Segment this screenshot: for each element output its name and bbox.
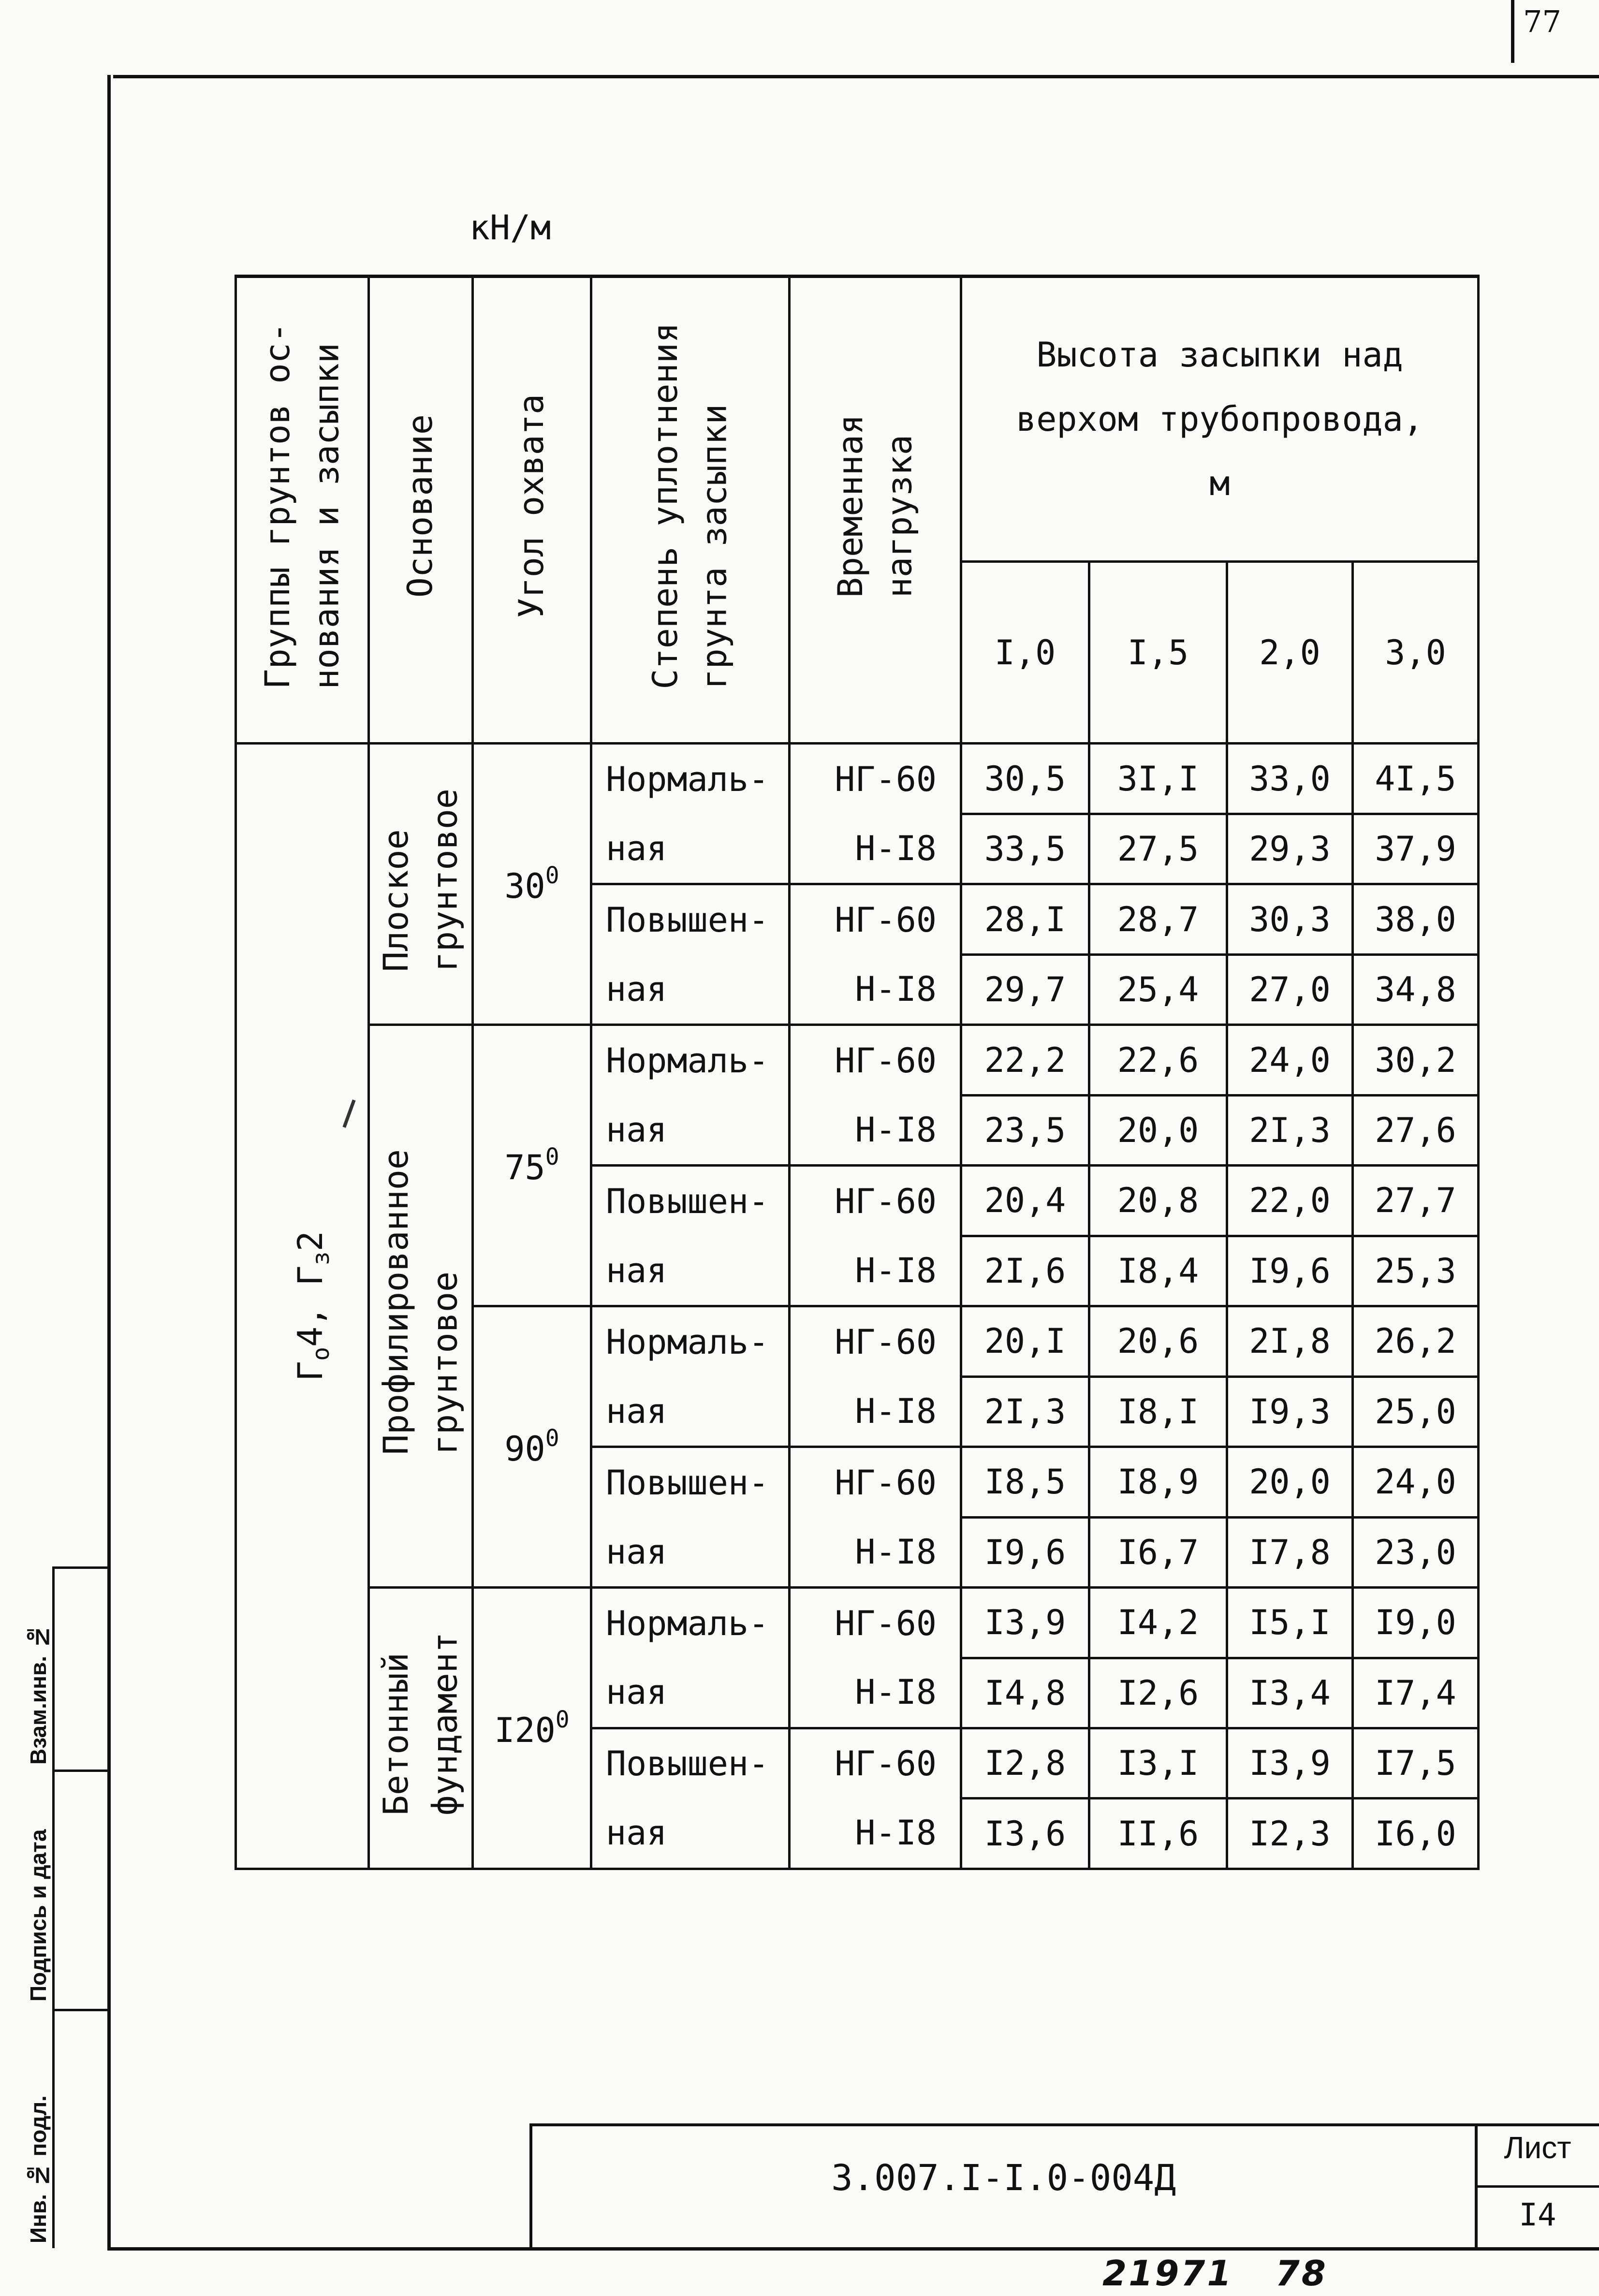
- frame-left: [107, 75, 111, 2250]
- cell: 4I,5: [1353, 744, 1479, 814]
- cell: I6,7: [1089, 1517, 1227, 1587]
- cell: 27,5: [1089, 814, 1227, 884]
- angle-90: $90^0$: [473, 1306, 591, 1588]
- base-plane: Плоское грунтовое: [369, 744, 473, 1025]
- cell: 34,8: [1353, 954, 1479, 1024]
- side-stamp-divider: [52, 1566, 107, 1569]
- cell: I3,9: [961, 1588, 1089, 1658]
- group-label: $Г_о4$, $Г_з2$: [290, 1231, 335, 1382]
- cell: 33,0: [1227, 744, 1353, 814]
- cell: 22,0: [1227, 1166, 1353, 1236]
- cell: 20,8: [1089, 1166, 1227, 1236]
- cell: I8,I: [1089, 1376, 1227, 1447]
- cell: I3,9: [1227, 1728, 1353, 1798]
- cell: 2I,3: [1227, 1095, 1353, 1165]
- cell: I3,6: [961, 1799, 1089, 1869]
- cell: I9,3: [1227, 1376, 1353, 1447]
- compaction-raised-2: ная: [591, 954, 790, 1024]
- compaction-normal-2: ная: [591, 1658, 790, 1728]
- compaction-raised-2: ная: [591, 1799, 790, 1869]
- load-ng60: НГ-60: [790, 1588, 961, 1658]
- base-profiled: Профилированное грунтовое: [369, 1025, 473, 1588]
- cell: 20,4: [961, 1166, 1089, 1236]
- compaction-raised-2: ная: [591, 1236, 790, 1306]
- frame-top: [113, 75, 1599, 78]
- cell: I7,8: [1227, 1517, 1353, 1587]
- load-n18: Н-I8: [790, 1236, 961, 1306]
- side-stamp-divider: [52, 2009, 107, 2011]
- cell: I3,4: [1227, 1658, 1353, 1728]
- cell: I8,4: [1089, 1236, 1227, 1306]
- compaction-raised: Повышен-: [591, 884, 790, 954]
- load-table: [235, 275, 1480, 1870]
- load-n18: Н-I8: [790, 1376, 961, 1447]
- header-height-1: I,0: [961, 562, 1089, 744]
- compaction-normal-2: ная: [591, 1095, 790, 1165]
- page-number: 77: [1523, 4, 1561, 39]
- cell: 27,6: [1353, 1095, 1479, 1165]
- cell: I9,6: [1227, 1236, 1353, 1306]
- cell: 28,I: [961, 884, 1089, 954]
- header-height-3: 2,0: [1227, 562, 1353, 744]
- cell: I3,I: [1089, 1728, 1227, 1798]
- load-n18: Н-I8: [790, 1095, 961, 1165]
- angle-120: $I20^0$: [473, 1588, 591, 1869]
- header-height-2: I,5: [1089, 562, 1227, 744]
- load-n18: Н-I8: [790, 1517, 961, 1587]
- cell: I8,5: [961, 1447, 1089, 1517]
- cell: 2I,3: [961, 1376, 1089, 1447]
- load-n18: Н-I8: [790, 1658, 961, 1728]
- cell: I2,3: [1227, 1799, 1353, 1869]
- load-ng60: НГ-60: [790, 1025, 961, 1095]
- cell: 33,5: [961, 814, 1089, 884]
- header-height-line3: м: [1209, 463, 1230, 503]
- cell: 26,2: [1353, 1306, 1479, 1376]
- load-ng60: НГ-60: [790, 744, 961, 814]
- handwritten-numbers: 21971 78: [1102, 2253, 1328, 2294]
- header-height: [961, 277, 1479, 562]
- compaction-normal: Нормаль-: [591, 744, 790, 814]
- cell: 38,0: [1353, 884, 1479, 954]
- base-concrete: Бетонный фундамент: [369, 1588, 473, 1869]
- title-block-top: [529, 2123, 1599, 2126]
- header-base: Основание: [369, 277, 473, 744]
- document-code: 3.007.I-I.0-004Д: [831, 2157, 1176, 2199]
- cell: 25,0: [1353, 1376, 1479, 1447]
- cell: 24,0: [1227, 1025, 1353, 1095]
- cell: 37,9: [1353, 814, 1479, 884]
- cell: 30,5: [961, 744, 1089, 814]
- sheet-number: I4: [1519, 2197, 1556, 2233]
- cell: 23,0: [1353, 1517, 1479, 1587]
- header-height-line2: верхом трубопровода,: [1016, 399, 1423, 439]
- compaction-raised: Повышен-: [591, 1447, 790, 1517]
- angle-75: $75^0$: [473, 1025, 591, 1306]
- side-stamp-divider: [52, 1770, 107, 1772]
- cell: 20,I: [961, 1306, 1089, 1376]
- angle-30: $30^0$: [473, 744, 591, 1025]
- cell: I4,8: [961, 1658, 1089, 1728]
- cell: 25,3: [1353, 1236, 1479, 1306]
- header-height-line1: Высота засыпки над: [1036, 335, 1403, 375]
- cell: I6,0: [1353, 1799, 1479, 1869]
- side-stamp-inv-repl: Взам.инв. №: [26, 1624, 51, 1765]
- header-angle: Угол охвата: [473, 277, 591, 744]
- header-compaction: Степень уплотнения грунта засыпки: [591, 277, 790, 744]
- cell: 20,0: [1227, 1447, 1353, 1517]
- unit-label: кН/м: [469, 208, 551, 248]
- compaction-normal: Нормаль-: [591, 1306, 790, 1376]
- group-label-cell: [236, 744, 369, 1869]
- compaction-normal: Нормаль-: [591, 1025, 790, 1095]
- load-ng60: НГ-60: [790, 1447, 961, 1517]
- compaction-raised: Повышен-: [591, 1166, 790, 1236]
- top-tick-line: [1511, 0, 1514, 63]
- cell: 2I,8: [1227, 1306, 1353, 1376]
- cell: I8,9: [1089, 1447, 1227, 1517]
- header-height-4: 3,0: [1353, 562, 1479, 744]
- compaction-normal-2: ная: [591, 814, 790, 884]
- cell: I7,4: [1353, 1658, 1479, 1728]
- cell: 24,0: [1353, 1447, 1479, 1517]
- load-ng60: НГ-60: [790, 884, 961, 954]
- load-ng60: НГ-60: [790, 1728, 961, 1798]
- cell: 20,0: [1089, 1095, 1227, 1165]
- cell: 22,6: [1089, 1025, 1227, 1095]
- cell: I4,2: [1089, 1588, 1227, 1658]
- cell: 30,3: [1227, 884, 1353, 954]
- sheet-label: Лист: [1504, 2130, 1571, 2165]
- cell: I2,6: [1089, 1658, 1227, 1728]
- cell: 28,7: [1089, 884, 1227, 954]
- load-n18: Н-I8: [790, 954, 961, 1024]
- cell: 25,4: [1089, 954, 1227, 1024]
- cell: I7,5: [1353, 1728, 1479, 1798]
- compaction-raised-2: ная: [591, 1517, 790, 1587]
- load-ng60: НГ-60: [790, 1306, 961, 1376]
- cell: 23,5: [961, 1095, 1089, 1165]
- cell: II,6: [1089, 1799, 1227, 1869]
- load-ng60: НГ-60: [790, 1166, 961, 1236]
- cell: I5,I: [1227, 1588, 1353, 1658]
- side-stamp-line: [52, 1566, 55, 2248]
- title-block-divider: [1475, 2185, 1599, 2188]
- side-stamp-sign-date: Подпись и дата: [26, 1829, 51, 2002]
- header-groups: [236, 277, 369, 744]
- cell: 29,3: [1227, 814, 1353, 884]
- cell: I9,6: [961, 1517, 1089, 1587]
- cell: 2I,6: [961, 1236, 1089, 1306]
- header-load: Временная нагрузка: [790, 277, 961, 744]
- load-n18: Н-I8: [790, 1799, 961, 1869]
- side-stamp-inv-orig: Инв. № подл.: [26, 2095, 51, 2243]
- compaction-normal-2: ная: [591, 1376, 790, 1447]
- cell: 29,7: [961, 954, 1089, 1024]
- compaction-raised: Повышен-: [591, 1728, 790, 1798]
- cell: 3I,I: [1089, 744, 1227, 814]
- cell: 30,2: [1353, 1025, 1479, 1095]
- compaction-normal: Нормаль-: [591, 1588, 790, 1658]
- cell: 27,0: [1227, 954, 1353, 1024]
- cell: 20,6: [1089, 1306, 1227, 1376]
- cell: I2,8: [961, 1728, 1089, 1798]
- cell: 27,7: [1353, 1166, 1479, 1236]
- frame-bottom: [107, 2247, 1599, 2251]
- cell: I9,0: [1353, 1588, 1479, 1658]
- cell: 22,2: [961, 1025, 1089, 1095]
- header-groups-text: Группы грунтов ос- нования и засыпки: [257, 322, 346, 689]
- load-n18: Н-I8: [790, 814, 961, 884]
